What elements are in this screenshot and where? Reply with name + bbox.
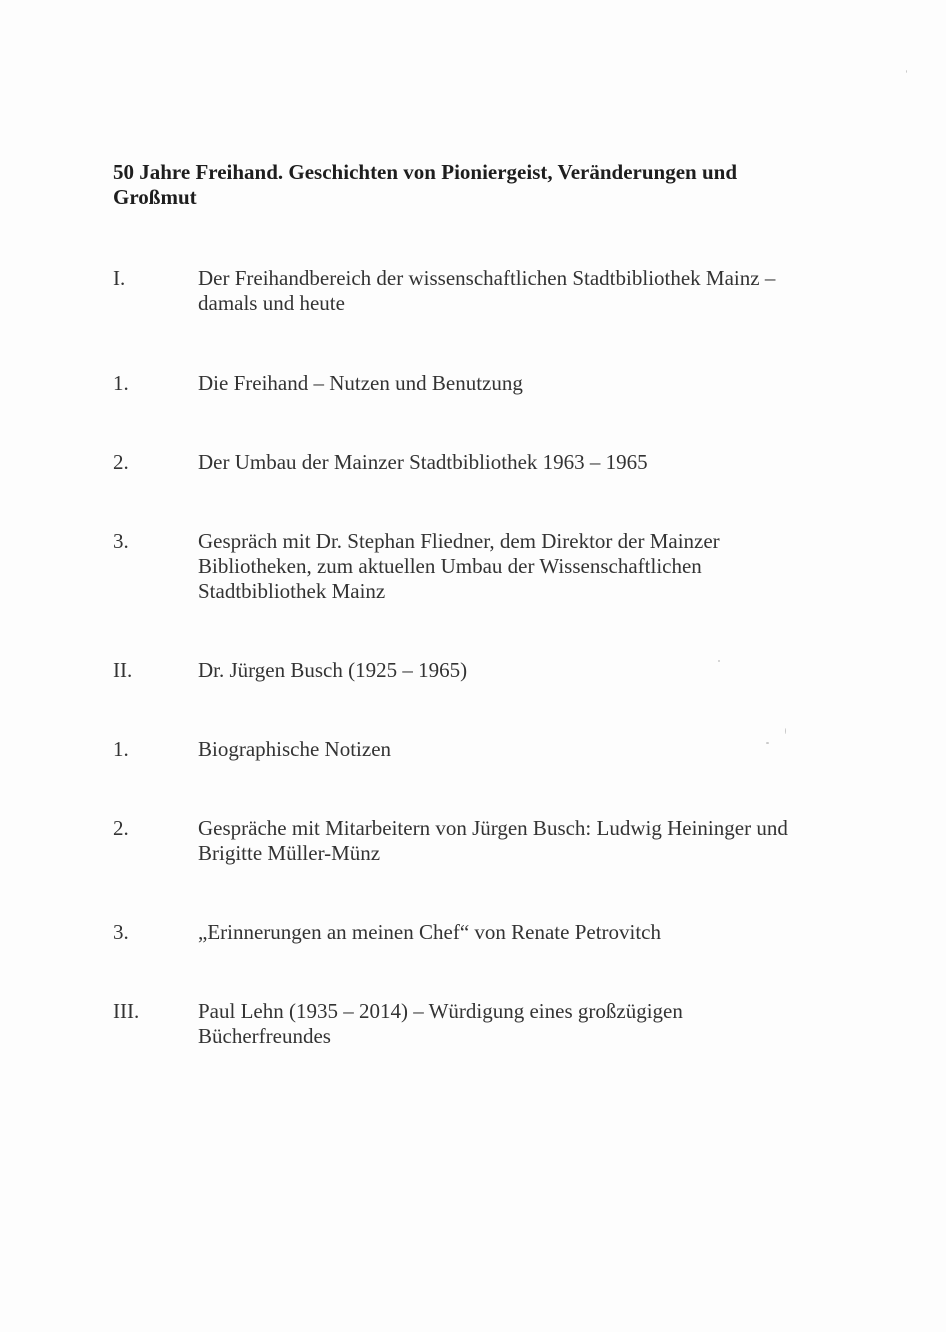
entry-text: Gespräch mit Dr. Stephan Fliedner, dem Direktor der Mainzer Bibliotheken, zum aktuellen Umbau der Wissenschaftlichen Stadtbibliothek Mainz [198,529,720,603]
entry-number: II. [113,658,133,682]
scan-speck [906,70,907,73]
entry-number: 3. [113,529,129,553]
entry-text: Die Freihand – Nutzen und Benutzung [198,371,523,395]
entry-number: 2. [113,450,129,474]
entry-number: 2. [113,816,129,840]
scan-speck [718,660,720,662]
entry-text: Der Umbau der Mainzer Stadtbibliothek 1963 – 1965 [198,450,648,474]
entry-text: Biographische Notizen [198,737,392,761]
entry-text: Dr. Jürgen Busch (1925 – 1965) [198,658,468,682]
entry-text: „Erinnerungen an meinen Chef“ von Renate Petrovitch [198,920,662,944]
entry-text: Paul Lehn (1935 – 2014) – Würdigung eines großzügigen Bücherfreundes [198,999,683,1048]
entry-text: Der Freihandbereich der wissenschaftlichen Stadtbibliothek Mainz – damals und heute [198,266,776,315]
scan-speck [766,742,769,744]
document-title: 50 Jahre Freihand. Geschichten von Pioniergeist, Veränderungen und Großmut [113,160,738,209]
entry-number: 1. [113,737,129,761]
entry-text: Gespräche mit Mitarbeitern von Jürgen Busch: Ludwig Heininger und Brigitte Müller-Münz [198,816,788,865]
entry-number: III. [113,999,140,1023]
entry-number: 1. [113,371,129,395]
entry-number: I. [113,266,126,290]
entry-number: 3. [113,920,129,944]
scan-speck [785,728,786,734]
